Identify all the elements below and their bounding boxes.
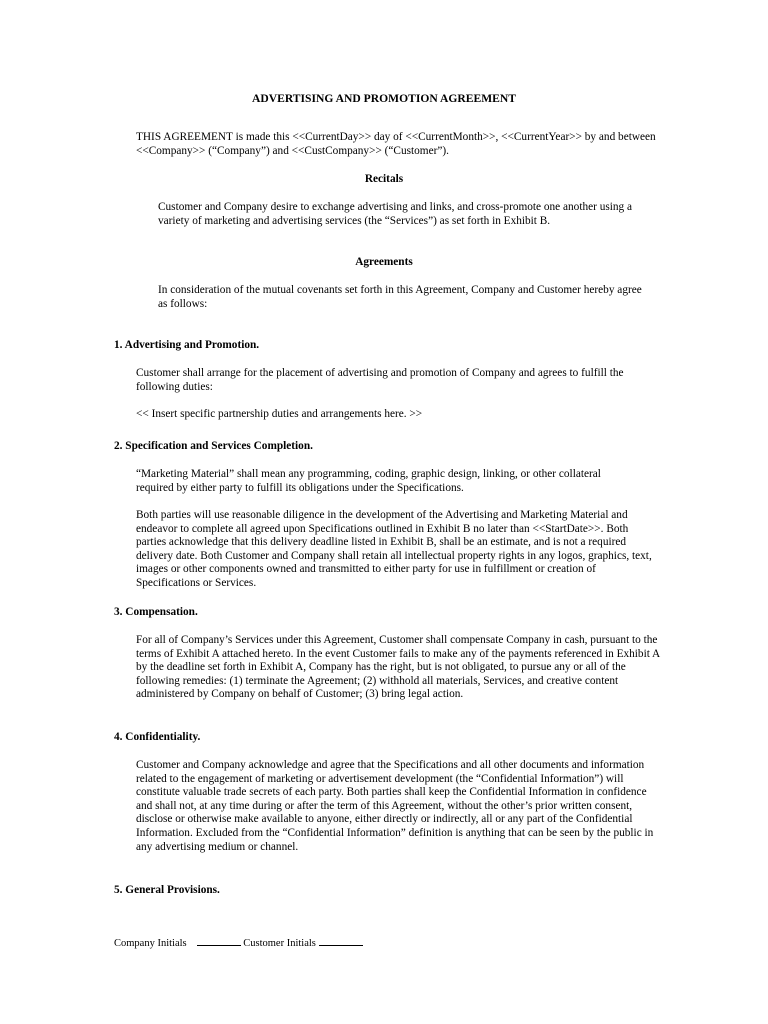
section-heading: 2. Specification and Services Completion. — [114, 440, 313, 452]
customer-initials-blank[interactable] — [319, 936, 363, 946]
recitals-text: Customer and Company desire to exchange advertising and links, and cross-promote one another using a variety of marketing and advertising services (the “Services”) as set forth in Exhibit B. — [158, 201, 633, 227]
section-paragraph: Both parties will use reasonable diligence in the development of the Advertising and Marketing Material and endeavor to complete all agreed upon Specifications outlined in Exhibit B no later than <<StartDate>>. Both parties acknowledge that this delivery deadline listed in Exhibit B, shall be an estimate, and is not a required delivery date. Both Customer and Company shall retain all intellectual property rights in any logos, graphics, text, images or other components owned and transmitted to either party for use in fulfillment or creation of Specifications or Services. — [136, 509, 652, 589]
section-paragraph: Customer and Company acknowledge and agree that the Specifications and all other documents and information related to the engagement of marketing or advertisement development (the “Confidential Information”) will constitute valuable trade secrets of each party. Both parties shall keep the Confidential Information in confidence and shall not, at any time during or after the term of this Agreement, without the other’s prior written consent, disclose or otherwise make available to anyone, either directly or indirectly, all or any part of the Confidential Information. Excluded from the “Confidential Information” definition is anything that can be seen by the public in any advertising medium or channel. — [136, 759, 654, 853]
section-paragraph: “Marketing Material” shall mean any programming, coding, graphic design, linking, or other collateral required by either party to fulfill its obligations under the Specifications. — [136, 468, 601, 494]
customer-initials-label: Customer Initials — [243, 938, 316, 949]
intro-paragraph: THIS AGREEMENT is made this <<CurrentDay>> day of <<CurrentMonth>>, <<CurrentYear>> by and between <<Company>> (“Company”) and <<CustCompany>> (“Customer”). — [136, 131, 656, 157]
section-heading: 5. General Provisions. — [114, 884, 220, 896]
section-heading: 3. Compensation. — [114, 606, 198, 618]
section-paragraph: For all of Company’s Services under this Agreement, Customer shall compensate Company in cash, pursuant to the terms of Exhibit A attached hereto. In the event Customer fails to make any of the payments referenced in Exhibit A by the deadline set forth in Exhibit A, Company has the right, but is not obligated, to pursue any or all of the following remedies: (1) terminate the Agreement; (2) withhold all materials, Services, and creative content administered by Company on behalf of Customer; (3) bring legal action. — [136, 634, 660, 701]
document-title: ADVERTISING AND PROMOTION AGREEMENT — [251, 92, 517, 105]
company-initials-label: Company Initials — [114, 938, 187, 949]
company-initials-blank[interactable] — [197, 936, 241, 946]
section-heading: 4. Confidentiality. — [114, 731, 201, 743]
initials-footer — [114, 936, 614, 951]
agreements-heading: Agreements — [355, 256, 413, 268]
section-paragraph: << Insert specific partnership duties and arrangements here. >> — [136, 408, 423, 420]
recitals-heading: Recitals — [364, 173, 404, 185]
agreements-text: In consideration of the mutual covenants set forth in this Agreement, Company and Customer hereby agree as follows: — [158, 284, 642, 310]
section-paragraph: Customer shall arrange for the placement of advertising and promotion of Company and agrees to fulfill the following duties: — [136, 367, 624, 393]
section-heading: 1. Advertising and Promotion. — [114, 339, 260, 351]
